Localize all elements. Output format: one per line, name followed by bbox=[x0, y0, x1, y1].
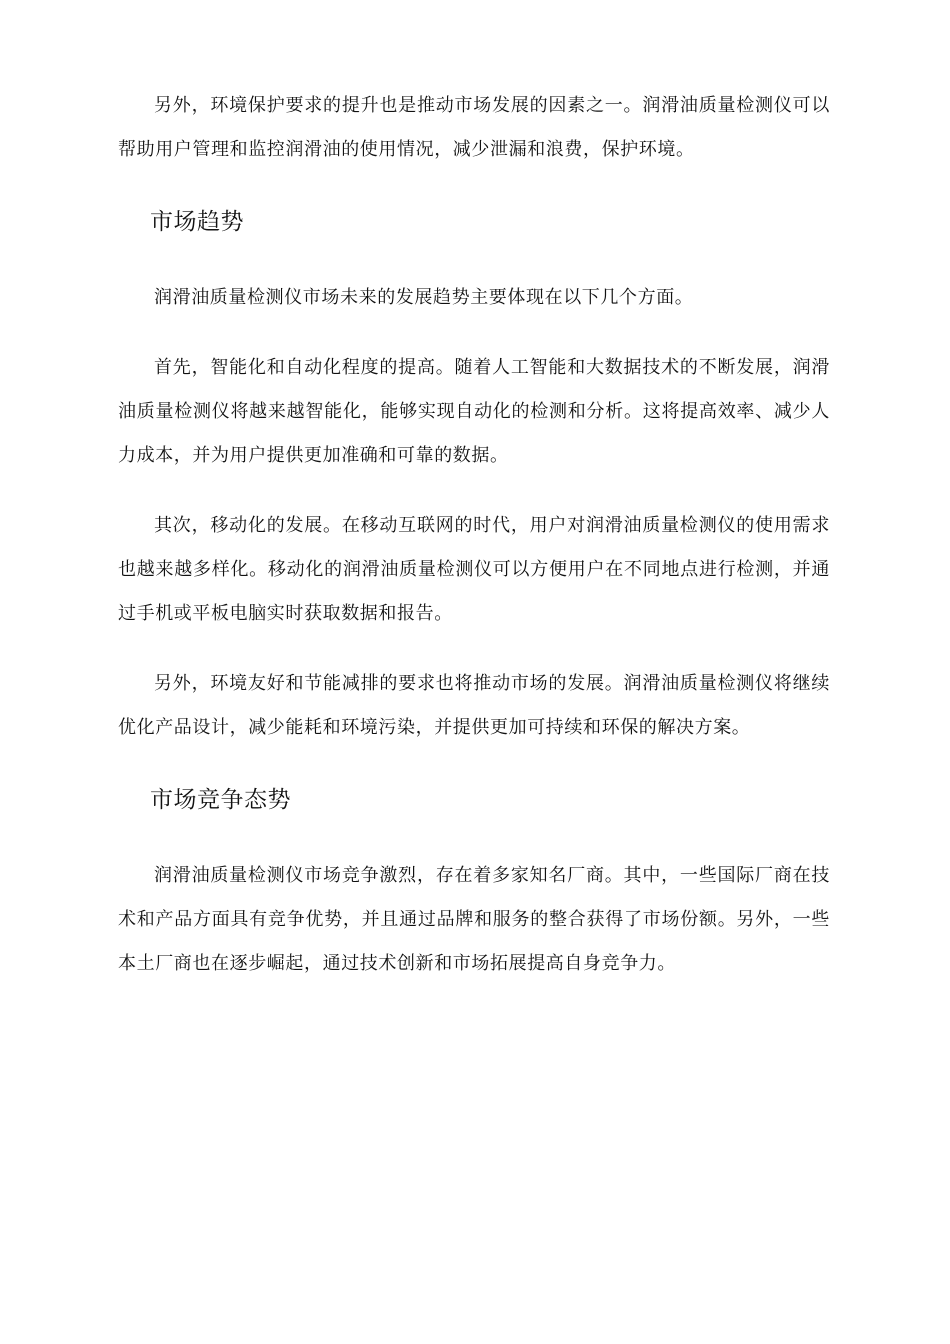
section-heading-market-trend: 市场趋势 bbox=[150, 209, 244, 235]
document-body bbox=[118, 84, 830, 986]
paragraph-competition: 润滑油质量检测仪市场竞争激烈，存在着多家知名厂商。其中，一些国际厂商在技术和产品方面具有竞争优势，并且通过品牌和服务的整合获得了市场份额。另外，一些本土厂商也在逐步崛起，通过技术创新和市场拓展提高自身竞争力。 bbox=[118, 865, 830, 974]
paragraph-trend-intelligence: 首先，智能化和自动化程度的提高。随着人工智能和大数据技术的不断发展，润滑油质量检测仪将越来越智能化，能够实现自动化的检测和分析。这将提高效率、减少人力成本，并为用户提供更加准确和可靠的数据。 bbox=[118, 357, 830, 466]
paragraph-trend-intro: 润滑油质量检测仪市场未来的发展趋势主要体现在以下几个方面。 bbox=[154, 287, 694, 308]
paragraph-trend-eco: 另外，环境友好和节能减排的要求也将推动市场的发展。润滑油质量检测仪将继续优化产品设计，减少能耗和环境污染，并提供更加可持续和环保的解决方案。 bbox=[118, 673, 830, 738]
section-heading-market-competition: 市场竞争态势 bbox=[150, 787, 291, 813]
paragraph-environment-protection: 另外，环境保护要求的提升也是推动市场发展的因素之一。润滑油质量检测仪可以帮助用户管理和监控润滑油的使用情况，减少泄漏和浪费，保护环境。 bbox=[118, 95, 830, 160]
paragraph-trend-mobility: 其次，移动化的发展。在移动互联网的时代，用户对润滑油质量检测仪的使用需求也越来越多样化。移动化的润滑油质量检测仪可以方便用户在不同地点进行检测，并通过手机或平板电脑实时获取数据和报告。 bbox=[118, 515, 830, 624]
